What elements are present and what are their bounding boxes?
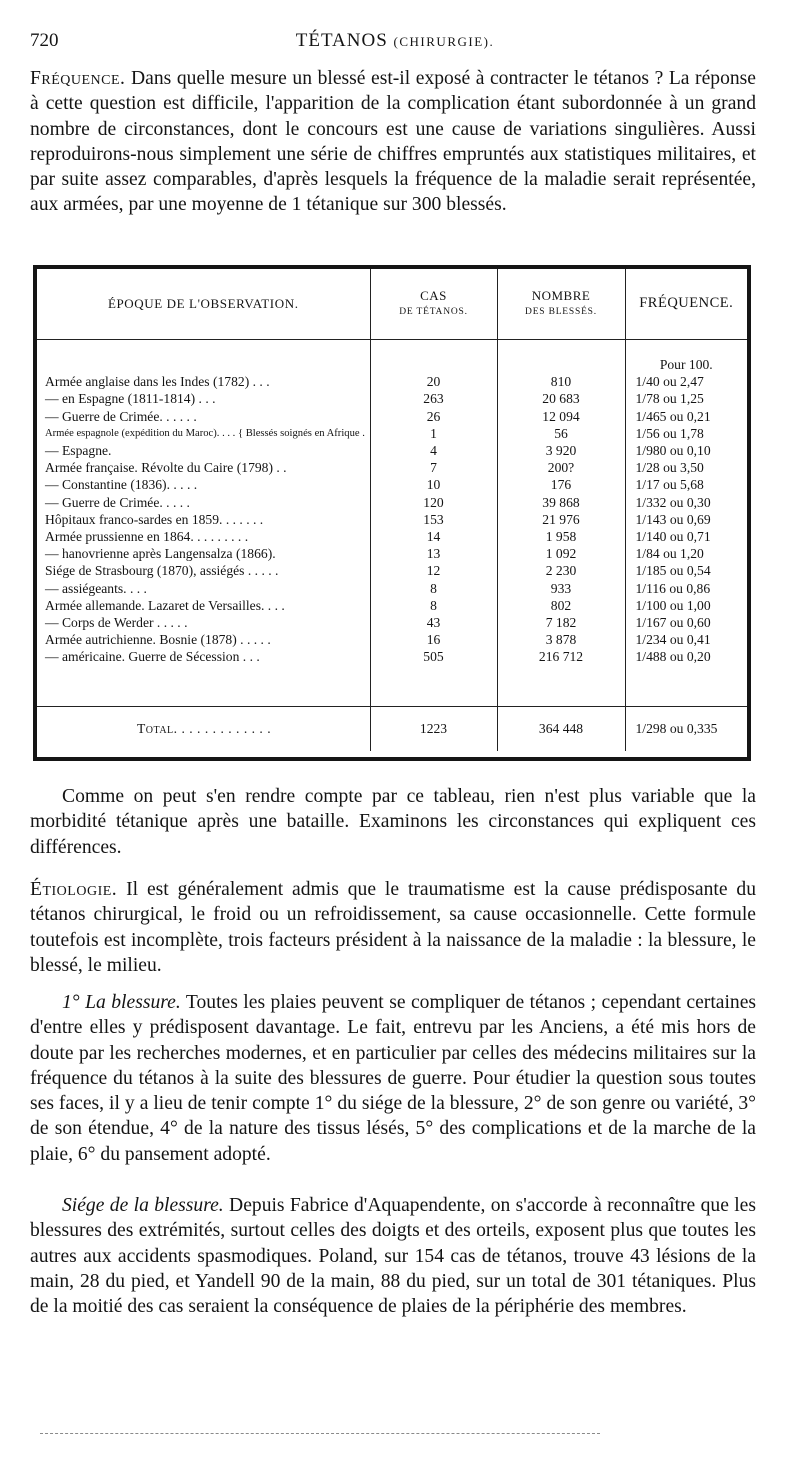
table-row [37,425,747,442]
running-title [30,30,760,52]
row-cas: 505 [370,648,497,665]
total-nombre: 364 448 [497,706,625,751]
blessure-text: Toutes les plaies peuvent se compliquer de tétanos ; cependant certaines d'entre elles y prédisposent davantage. Le fait, entrevu par les Anciens, a été mis hors de doute par les recherches modernes, et en particulier par celles des médecins militaires sur la fréquence du tétanos à la suite des blessures de guerre. Pour étudier la question sous toutes ses faces, il y a lieu de tenir compte 1° du siége de la blessure, 2° de son genre ou variété, 3° de son étendue, 4° de la nature des tissus lésés, 5° des complications et de la marche de la plaie, 6° du pansement adopté. [30,992,757,1165]
row-nombre: 3 920 [497,442,625,459]
table-row [37,580,747,597]
row-cas: 10 [370,476,497,493]
table-row [37,614,747,631]
row-label: — Guerre de Crimée. . . . . [45,494,190,510]
statistics-table [37,269,747,751]
row-frequence: 1/488 ou 0,20 [625,648,747,665]
table-row [37,648,747,665]
row-nombre: 7 182 [497,614,625,631]
intro-text: Dans quelle mesure un blessé est-il exposé à contracter le tétanos ? La réponse à cette question est difficile, l'apparition de la complication étant subordonnée à un grand nombre de circonstances, dont le concours est une cause de variations singulières. Aussi reproduirons-nous simplement une série de chiffres empruntés aux statistiques militaires, et par suite assez comparables, d'après lesquels la fréquence de la maladie serait représentée, aux armées, par une moyenne de 1 tétanique sur 300 blessés. [30,68,756,216]
row-label: — Guerre de Crimée. . . . . . [45,408,197,424]
row-nombre: 3 878 [497,631,625,648]
row-cas: 12 [370,562,497,579]
row-label: Hôpitaux franco-sardes en 1859. . . . . . . [45,511,264,527]
row-frequence: 1/28 ou 3,50 [625,459,747,476]
row-cas: 26 [370,408,497,425]
row-nombre: 810 [497,373,625,390]
row-cas: 20 [370,373,497,390]
running-title-main: TÉTANOS [295,30,388,51]
row-frequence: 1/332 ou 0,30 [625,494,747,511]
etiologie-lead: Étiologie. [30,879,118,900]
total-frequence: 1/298 ou 0,335 [625,706,747,751]
row-nombre: 1 958 [497,528,625,545]
etiologie-text: Il est généralement admis que le traumatisme est la cause prédisposante du tétanos chirurgical, le froid ou un refroidissement, sa cause occasionnelle. Cette formule toutefois est incomplète, trois facteurs président à la naissance de la maladie : la blessure, le blessé, le milieu. [30,879,756,976]
table-body [37,340,747,666]
row-label: — Espagne. [45,443,112,459]
row-label: — hanovrienne après Langensalza (1866). [45,546,276,562]
pour-cent-label: Pour 100. [625,356,747,373]
row-frequence: 1/234 ou 0,41 [625,631,747,648]
table-row-total [37,706,747,751]
page-number: 720 [30,30,59,51]
running-header [30,30,760,56]
etiologie-paragraph [30,877,756,978]
row-label: — en Espagne (1811-1814) . . . [45,391,216,407]
row-cas: 14 [370,528,497,545]
blessure-lead: 1° La blessure. [62,992,181,1013]
col-header-nombre-line1: NOMBRE [531,287,591,303]
col-header-cas-line2: DE TÉTANOS. [399,307,468,317]
table-row [37,511,747,528]
col-header-epoque: ÉPOQUE DE L'OBSERVATION. [37,269,370,340]
row-frequence: 1/185 ou 0,54 [625,562,747,579]
row-label: — Corps de Werder . . . . . [45,615,188,631]
row-nombre: 933 [497,580,625,597]
row-frequence: 1/143 ou 0,69 [625,511,747,528]
table-row [37,459,747,476]
row-cas: 263 [370,390,497,407]
intro-lead: Fréquence. [30,68,126,89]
row-label: Armée prussienne en 1864. . . . . . . . . [45,529,249,545]
row-label: Armée française. Révolte du Caire (1798) . . [45,460,287,476]
row-nombre: 2 230 [497,562,625,579]
table-row [37,597,747,614]
table-row [37,373,747,390]
row-label: Armée autrichienne. Bosnie (1878) . . . . . [45,632,271,648]
row-cas: 13 [370,545,497,562]
row-frequence: 1/140 ou 0,71 [625,528,747,545]
col-header-cas [370,269,497,340]
row-cas: 16 [370,631,497,648]
table-row [37,562,747,579]
row-nombre: 176 [497,476,625,493]
table-row [37,408,747,425]
col-header-cas-line1: CAS [420,287,447,303]
row-label: — américaine. Guerre de Sécession . . . [45,649,260,665]
table-row [37,476,747,493]
row-frequence: 1/980 ou 0,10 [625,442,747,459]
row-nombre: 39 868 [497,494,625,511]
row-frequence: 1/17 ou 5,68 [625,476,747,493]
blessure-paragraph [30,990,756,1167]
row-frequence: 1/40 ou 2,47 [625,373,747,390]
table-row [37,494,747,511]
row-cas: 8 [370,580,497,597]
row-nombre: 802 [497,597,625,614]
running-title-sub: (CHIRURGIE). [393,34,495,49]
row-frequence: 1/56 ou 1,78 [625,425,747,442]
siege-paragraph [30,1193,756,1319]
statistics-table-frame [33,265,751,761]
row-nombre: 200? [497,459,625,476]
col-header-frequence: FRÉQUENCE. [625,269,747,340]
row-nombre: 20 683 [497,390,625,407]
row-frequence: 1/78 ou 1,25 [625,390,747,407]
row-frequence: 1/84 ou 1,20 [625,545,747,562]
row-nombre: 1 092 [497,545,625,562]
row-nombre: 56 [497,425,625,442]
row-frequence: 1/100 ou 1,00 [625,597,747,614]
siege-text: Depuis Fabrice d'Aquapendente, on s'accorde à reconnaître que les blessures des extrémités, surtout celles des doigts et des orteils, exposent plus que toutes les autres aux accidents spasmodiques. Poland, sur 154 cas de tétanos, trouve 43 lésions de la main, 28 du pied, et Yandell 90 de la main, 88 du pied, sur un total de 301 tétaniques. Plus de la moitié des cas seraient la conséquence de plaies de la périphérie des membres. [30,1195,756,1318]
row-label: Armée anglaise dans les Indes (1782) . . . [45,374,270,390]
total-label: Total. . . . . . . . . . . . . [37,706,370,751]
row-label: Armée espagnole (expédition du Maroc). . . . { Blessés soignés en Afrique . [45,427,365,439]
table-row [37,528,747,545]
row-nombre: 21 976 [497,511,625,528]
table-header-row [37,269,747,340]
row-cas: 120 [370,494,497,511]
row-cas: 7 [370,459,497,476]
row-nombre: 12 094 [497,408,625,425]
row-cas: 153 [370,511,497,528]
row-cas: 43 [370,614,497,631]
row-label: — Constantine (1836). . . . . [45,477,198,493]
row-label: Armée allemande. Lazaret de Versailles. . . . [45,597,285,613]
col-header-nombre [497,269,625,340]
row-label: Siége de Strasbourg (1870), assiégés . . . . . [45,563,279,579]
intro-paragraph [30,66,756,218]
after-table-paragraph: Comme on peut s'en rendre compte par ce tableau, rien n'est plus variable que la morbidité tétanique après une bataille. Examinons les circonstances qui expliquent ces différences. [30,786,756,858]
row-frequence: 1/167 ou 0,60 [625,614,747,631]
row-cas: 1 [370,425,497,442]
row-cas: 4 [370,442,497,459]
siege-lead: Siége de la blessure. [62,1195,224,1216]
table-row [37,631,747,648]
table-row-pour [37,356,747,373]
row-nombre: 216 712 [497,648,625,665]
total-cas: 1223 [370,706,497,751]
table-row [37,390,747,407]
row-frequence: 1/116 ou 0,86 [625,580,747,597]
bottom-rule [40,1433,600,1434]
table-row [37,545,747,562]
table-row [37,442,747,459]
col-header-nombre-line2: DES BLESSÉS. [525,307,597,317]
row-frequence: 1/465 ou 0,21 [625,408,747,425]
row-cas: 8 [370,597,497,614]
row-label: — assiégeants. . . . [45,580,147,596]
